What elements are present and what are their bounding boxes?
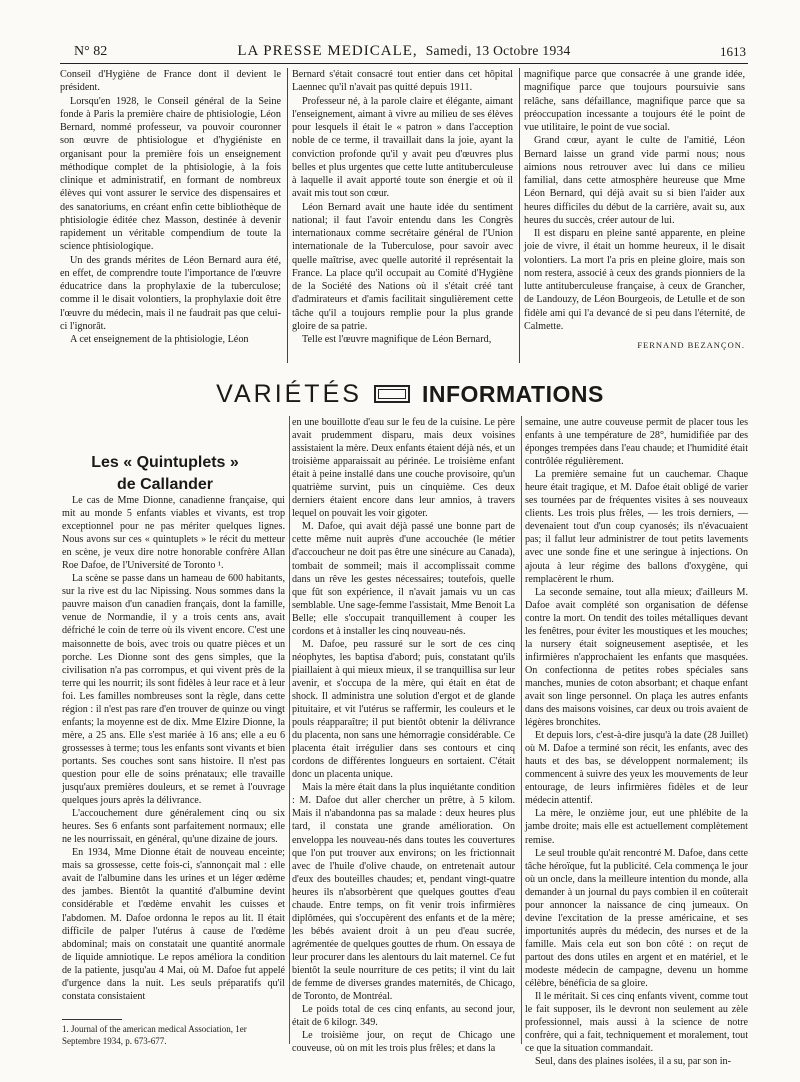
paragraph: Un des grands mérites de Léon Bernard aura été, en effet, de comprendre toute l'importance de l'œuvre éducatrice dans la prophylaxie de la tuberculose; comme il le disait volontiers, la prophylaxie doit être l'œuvre du médecin, mais il ne faudrait pas que celui-ci l'ignorât.	[60, 254, 281, 332]
column-divider	[521, 416, 522, 1044]
paragraph: Il est disparu en pleine santé apparente, en pleine joie de vivre, il était un homme heureux, il le disait volontiers. La mort l'a pris en pleine gloire, mais son nom restera, associé à ceux des grands pionniers de la lutte antituberculeuse française, à ceux de Grancher, de Landouzy, de Léon Bourgeois, de Letulle et de son fidèle ami qui l'a devancé de si peu dans l'éternité, de Calmette.	[524, 228, 745, 332]
paragraph: Le poids total de ces cinq enfants, au second jour, était de 6 kilogr. 349.	[292, 1004, 515, 1029]
article-column-2	[292, 416, 515, 1055]
paragraph: en une bouillotte d'eau sur le feu de la cuisine. Le père avait prudemment disparu, mais deux voisines assistaient la mère. Deux enfants étaient déjà nés, et un troisième apparaissait au périnée. Le troisième enfant était à peine installé dans une couche provisoire, qu'un quatrième survint, puis un cinquième. Ces deux derniers étaient encore dans leur amnios, à travers lequel on pouvait les voir gigoter.	[292, 417, 515, 520]
paragraph: magnifique parce que consacrée à une grande idée, magnifique parce que toujours poursuivie sans relâche, sans défaillance, magnifique parce que sa préoccupation incessante a toujours été le point de vue utilitaire, le point de vue social.	[524, 69, 745, 133]
paragraph: Mais la mère était dans la plus inquiétante condition : M. Dafoe dut aller chercher un prêtre, à 5 kilom. Mais il n'abandonna pas sa malade : deux heures plus tard, il constata une grande amélioration. On enveloppa les nouveau-nés dans toutes les couvertures que l'on put trouver aux environs; on les frictionnait avec de l'huile d'olive chaude, on entretenait autour d'eux des bouteilles chaudes; et, pendant vingt-quatre heures ils n'absorbèrent que quelques gouttes d'eau chaude. Entre temps, on fit venir trois infirmières diplômées, qui s'occupèrent des enfants et de la mère; les bébés avaient droit à un peu d'eau sucrée, agrémentée de quelques gouttes de rhum. On essaya de leur procurer dans les alentours du lait maternel. Ce fut bientôt la seule nourriture de ces petits; il vint du lait de femme de diverses grandes maternités, de Chicago, de Toronto, de Montréal.	[292, 782, 515, 1003]
paragraph: Le cas de Mme Dionne, canadienne française, qui mit au monde 5 enfants viables et vivants, est trop exceptionnel pour ne pas mériter quelques lignes. Nous avons sur ces « quintuplets » le récit du metteur en scène, je veux dire notre honorable confrère Allan Roe Dafoe, de l'Université de Toronto ¹.	[62, 495, 285, 572]
article-title-line-1: Les « Quintuplets »	[91, 454, 239, 471]
footnote-rule	[62, 1019, 122, 1020]
article-title-line-2: de Callander	[116, 476, 214, 493]
paragraph: La première semaine fut un cauchemar. Chaque heure était tragique, et M. Dafoe était obligé de varier ses tournées par de fréquentes visites à ses nouveaux clients. Les trois plus frêles, — les trois derniers, — devenaient tout d'un coup cyanosés; ils n'évacuaient pas; il fallut leur administrer de tout petits lavements avec une sonde fine et une seringue à injections. On ajouta à leur régime des ballons d'oxygène, qui remplacèrent le rhum.	[525, 469, 748, 585]
paragraph: Grand cœur, ayant le culte de l'amitié, Léon Bernard laisse un grand vide parmi nous; nous aimions nous retrouver avec lui dans ce milieu familial, dans cette atmosphère heureuse que Mme Léon Bernard, qui déjà avait su si bien l'aider aux heures difficiles du début de la carrière, avait su, aux heures du succès, créer autour de lui.	[524, 135, 745, 226]
obituary-column-1	[60, 68, 281, 346]
paragraph: La scène se passe dans un hameau de 600 habitants, sur la rive est du lac Nipissing. Nous sommes dans la pauvre maison d'un canadien français, dont la famille, venue de Normandie, il y a trois cents ans, avait défriché le coin de terre où ils vivent encore. C'est une maisonnette de bois, avec trois ou quatre pièces et un porche. Les Dionne sont des gens simples, que la civilisation n'a pas corrompus, et qui vivent près de la terre qui les nourrit; ils sont fidèles à leur race et à leur foi. Les familles nombreuses sont la règle, dans cette région : il n'est pas rare d'en trouver de quinze ou vingt enfants; la moyenne est de dix. Mme Elzire Dionne, la mère, a 25 ans. Elle s'est mariée à 16 ans; elle a eu 6 grossesses à terme; tous les enfants sont vivants et bien portants. Ses couches sont sans histoire. Il n'est pas question pour elle de soins prénataux; elle travaille jusqu'aux premières douleurs, et se remet à l'ouvrage quelques jours après la délivrance.	[62, 573, 285, 807]
paragraph: Lorsqu'en 1928, le Conseil général de la Seine fonde à Paris la première chaire de phtisiologie, Léon Bernard, nommé professeur, va pouvoir couronner son œuvre de phtisiologue et d'hygiéniste en organisant pour la première fois un enseignement méthodique complet de la phtisiologie, à la fois clinique et administratif, en formant de nombreux élèves qui vont assurer le service des dispensaires et des sanatoriums, en créant enfin cette bibliothèque de phtisiologie éditée chez Masson, destinée à devenir rapidement un véritable compendium de toute la science phtisiologique.	[60, 95, 281, 253]
page-number: 1613	[720, 44, 746, 59]
paragraph: Professeur né, à la parole claire et élégante, aimant l'enseignement, aimant à vivre au milieu de ses élèves pour lesquels il était le « patron » dans l'acception noble de ce terme, il travaillait dans la joie, ayant la conviction profonde qu'il y avait peu d'œuvres plus belles et plus urgentes que cette lutte antituberculeuse à laquelle il avait apporté toute son énergie et où il avait mis tout son cœur.	[292, 95, 513, 200]
journal-name: LA PRESSE MEDICALE,	[237, 43, 418, 59]
author-signature: FERNAND BEZANÇON.	[637, 340, 745, 350]
paragraph: Seul, dans des plaines isolées, il a su, par son in-	[535, 1056, 731, 1068]
paragraph: L'accouchement dure généralement cinq ou six heures. Ses 6 enfants sont parfaitement normaux; elle ne les nourrissait, en général, qu'une dizaine de jours.	[62, 808, 285, 846]
article-column-1	[62, 404, 285, 1003]
journal-title	[60, 43, 748, 60]
paragraph: Bernard s'était consacré tout entier dans cet hôpital Laennec qu'il n'avait pas quitté depuis 1911.	[292, 69, 513, 94]
obituary-column-3	[524, 68, 745, 352]
paragraph: En 1934, Mme Dionne était de nouveau enceinte; mais sa grossesse, cette fois-ci, s'annonçait mal : elle avait de l'albumine dans les urines et un léger œdème des jambes. Bientôt la quantité d'albumine devint considérable et l'œdème envahit les cuisses et l'abdomen. M. Dafoe ordonna le repos au lit. Il était difficile de palper l'utérus à cause de l'œdème abdominal; mais on constatait une quantité anormale de liquide amniotique. Le repos améliora la condition de la patiente, jusqu'au 4 Mai, où M. Dafoe fut appelé d'urgence dans la nuit. Les seuls préparatifs qu'il constata consistaient	[62, 847, 285, 1002]
article-body	[60, 404, 750, 1068]
title-space	[62, 404, 285, 494]
paragraph: A cet enseignement de la phtisiologie, Léon	[70, 334, 249, 345]
page-header	[60, 42, 748, 64]
paragraph: La mère, le onzième jour, eut une phlébite de la jambe droite; mais elle est actuellement complètement remise.	[525, 808, 748, 846]
section-title-informations: INFORMATIONS	[421, 380, 604, 407]
paragraph: Conseil d'Hygiène de France dont il devient le président.	[60, 69, 281, 94]
column-divider	[287, 68, 288, 363]
paragraph: La seconde semaine, tout alla mieux; d'ailleurs M. Dafoe avait complété son organisation de défense contre la mort. On tendit des toiles métalliques devant les fenêtres, pour éviter les moustiques et les mouches; la nursery était soigneusement aseptisée, et les infirmières n'approchaient les enfants que masquées. On confectionna de petites robes spéciales sans manches, munies de coton absorbant; et chaque enfant avait son linge personnel. On plaça les autres enfants dans des maisons voisines, car deux ou trois avaient de légères bronchites.	[525, 586, 748, 729]
paragraph: M. Dafoe, qui avait déjà passé une bonne part de cette même nuit auprès d'une accouchée (le métier d'accoucheur ne doit pas être une sinécure au Canada), tombait de sommeil; mais il accomplissait comme dans un rêve les gestes nécessaires; toutefois, quelle que fût son expérience, il n'avait jamais vu un cas semblable. Une sage-femme l'assistait, Mme Benoit La Belle; elle s'occupait tranquillement à couper les cordons et à installer les cinq nouveau-nés.	[292, 521, 515, 637]
obituary-section	[60, 68, 748, 363]
issue-number: N° 82	[74, 44, 108, 59]
article-column-3	[525, 416, 748, 1068]
paragraph: semaine, une autre couveuse permit de placer tous les enfants à une température de 28°, humidifiée par des éponges trempées dans l'eau chaude; et l'humidité était contrôlée régulièrement.	[525, 417, 748, 468]
paragraph: M. Dafoe, peu rassuré sur le sort de ces cinq néophytes, les baptisa d'abord; puis, constatant qu'ils piaillaient à qui mieux mieux, il se tranquillisa sur leur avenir, et s'occupa de la mère, qui était en état de shock. Il administra une solution d'ergot et de glande pituitaire, et vit l'utérus se raffermir, les couleurs et le pouls réapparaître; il put bientôt obtenir la délivrance du placenta, non sans une hémorragie considérable. Ce placenta était irrégulier dans ses contours et cinq cordons de différentes longueurs en sortaient. C'était donc un placenta unique.	[292, 638, 515, 781]
paragraph: Le troisième jour, on reçut de Chicago une couveuse, où on mit les trois plus frêles; et dans la	[292, 1030, 515, 1055]
paragraph: Telle est l'œuvre magnifique de Léon Bernard,	[302, 334, 492, 345]
issue-date: Samedi, 13 Octobre 1934	[425, 43, 571, 58]
ornament-icon	[374, 385, 410, 403]
column-divider	[289, 416, 290, 1044]
paragraph: Léon Bernard avait une haute idée du sentiment national; il faut l'avoir entendu dans les Congrès internationaux comme secrétaire général de l'Union internationale de la Tuberculose, pour savoir avec quelle maîtrise, avec quelle autorité il représentait la France. La place qu'il occupait au Comité d'Hygiène de la Société des Nations où il s'était créé tant d'admirateurs et d'amis facilitait singulièrement cette tâche qu'il a toujours remplie pour la plus grande gloire de sa patrie.	[292, 201, 513, 332]
paragraph: Et depuis lors, c'est-à-dire jusqu'à la date (28 Juillet) où M. Dafoe a terminé son récit, les enfants, avec des hauts et des bas, se développent normalement; ils commencent à suivre des yeux les mouvements de leur entourage, de leurs infirmières fidèles et de leur médecin attentif.	[525, 730, 748, 807]
paragraph: Le seul trouble qu'ait rencontré M. Dafoe, dans cette tâche héroïque, fut la publicité. Cela commença le jour où un oncle, dans la meilleure intention du monde, alla demander à un journal du pays combien il en coûterait pour annoncer la naissance de cinq jumeaux. On devine l'excitation de la presse américaine, et ses importunités auprès du médecin, des nurses et de la famille. Mais cela eut son bon côté : on reçut de partout des dons utiles en argent et en matériel, et le modeste médecin de campagne, devenu un homme célèbre, bénéficia de sa gloire.	[525, 847, 748, 990]
paragraph: Il le méritait. Si ces cinq enfants vivent, comme tout le fait supposer, ils le devront non seulement au zèle professionnel, mais aussi à la science de notre confrère, qui a fait, techniquement et moralement, tout ce que la situation commandait.	[525, 991, 748, 1055]
footnote: 1. Journal of the american medical Association, 1er Septembre 1934, p. 673-677.	[62, 1024, 247, 1046]
column-divider	[519, 68, 520, 363]
section-title-varietes: VARIÉTÉS	[216, 379, 362, 408]
obituary-column-2	[292, 68, 513, 346]
